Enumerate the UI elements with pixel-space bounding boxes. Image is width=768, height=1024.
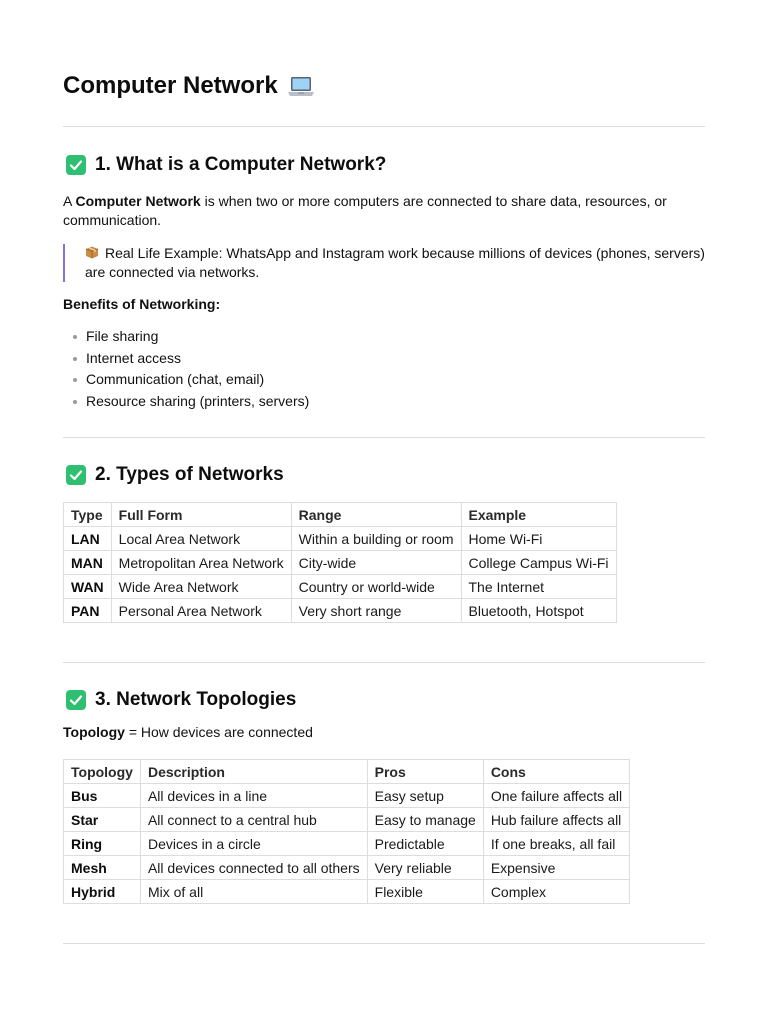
table-cell: Metropolitan Area Network <box>111 551 291 575</box>
section-heading-text: 2. Types of Networks <box>95 464 284 485</box>
table-cell: One failure affects all <box>483 784 629 808</box>
table-header-row <box>64 503 617 527</box>
table-cell: Local Area Network <box>111 527 291 551</box>
column-header: Range <box>291 503 461 527</box>
table-cell: Home Wi-Fi <box>461 527 616 551</box>
intro-bold-term: Computer Network <box>75 193 201 209</box>
check-box-icon <box>66 690 86 710</box>
quote-text: Real Life Example: WhatsApp and Instagram work because millions of devices (phones, servers) are connected via networks. <box>85 245 705 280</box>
table-row <box>64 527 617 551</box>
table-cell: Star <box>64 808 141 832</box>
column-header: Full Form <box>111 503 291 527</box>
page-title <box>63 0 705 101</box>
topologies-table <box>63 759 630 904</box>
table-cell: Bluetooth, Hotspot <box>461 599 616 623</box>
section-heading-network-topologies <box>63 688 705 712</box>
table-cell: Mix of all <box>140 880 367 904</box>
intro-paragraph <box>63 192 705 230</box>
section-heading-text: 1. What is a Computer Network? <box>95 154 387 175</box>
list-item: Communication (chat, email) <box>63 369 705 391</box>
table-cell: Within a building or room <box>291 527 461 551</box>
column-header: Topology <box>64 760 141 784</box>
intro-prefix: A <box>63 193 76 209</box>
divider <box>63 943 705 944</box>
table-row <box>64 856 630 880</box>
table-cell: The Internet <box>461 575 616 599</box>
table-cell: Hybrid <box>64 880 141 904</box>
column-header: Example <box>461 503 616 527</box>
example-blockquote <box>63 244 705 282</box>
table-cell: Easy to manage <box>367 808 483 832</box>
table-cell: Mesh <box>64 856 141 880</box>
benefits-heading <box>63 295 705 314</box>
divider <box>63 662 705 663</box>
table-row <box>64 551 617 575</box>
table-cell: Devices in a circle <box>140 832 367 856</box>
table-cell: WAN <box>64 575 112 599</box>
page-title-text: Computer Network <box>63 72 278 99</box>
table-cell: Expensive <box>483 856 629 880</box>
column-header: Type <box>64 503 112 527</box>
table-cell: City-wide <box>291 551 461 575</box>
list-item: File sharing <box>63 326 705 348</box>
table-row <box>64 575 617 599</box>
table-cell: Very short range <box>291 599 461 623</box>
benefits-list <box>63 326 705 412</box>
topology-definition <box>63 723 705 742</box>
table-cell: If one breaks, all fail <box>483 832 629 856</box>
section-heading-what-is-network <box>63 153 705 177</box>
column-header: Pros <box>367 760 483 784</box>
intro-rest: is when two or more computers are connected to share data, resources, or communication. <box>63 193 667 228</box>
package-icon <box>85 245 99 258</box>
divider <box>63 437 705 438</box>
table-cell: Easy setup <box>367 784 483 808</box>
table-cell: All devices connected to all others <box>140 856 367 880</box>
list-item: Internet access <box>63 348 705 370</box>
table-row <box>64 784 630 808</box>
table-cell: Hub failure affects all <box>483 808 629 832</box>
table-cell: Predictable <box>367 832 483 856</box>
table-cell: Wide Area Network <box>111 575 291 599</box>
column-header: Cons <box>483 760 629 784</box>
divider <box>63 126 705 127</box>
table-cell: All connect to a central hub <box>140 808 367 832</box>
topology-definition-rest: = How devices are connected <box>124 724 313 740</box>
check-box-icon <box>66 155 86 175</box>
table-cell: Complex <box>483 880 629 904</box>
table-cell: Country or world-wide <box>291 575 461 599</box>
table-header-row <box>64 760 630 784</box>
table-row <box>64 808 630 832</box>
check-box-icon <box>66 465 86 485</box>
table-row <box>64 880 630 904</box>
benefits-heading-text: Benefits of Networking: <box>63 296 221 312</box>
section-heading-types-of-networks <box>63 463 705 487</box>
table-cell: College Campus Wi-Fi <box>461 551 616 575</box>
topology-term: Topology <box>63 724 125 740</box>
laptop-icon <box>288 76 314 98</box>
table-cell: Ring <box>64 832 141 856</box>
table-cell: Very reliable <box>367 856 483 880</box>
table-cell: Flexible <box>367 880 483 904</box>
section-heading-text: 3. Network Topologies <box>95 689 297 710</box>
table-cell: PAN <box>64 599 112 623</box>
table-cell: Bus <box>64 784 141 808</box>
table-row <box>64 599 617 623</box>
network-types-table <box>63 502 617 623</box>
table-cell: LAN <box>64 527 112 551</box>
table-cell: All devices in a line <box>140 784 367 808</box>
table-row <box>64 832 630 856</box>
table-cell: Personal Area Network <box>111 599 291 623</box>
table-cell: MAN <box>64 551 112 575</box>
list-item: Resource sharing (printers, servers) <box>63 391 705 413</box>
column-header: Description <box>140 760 367 784</box>
